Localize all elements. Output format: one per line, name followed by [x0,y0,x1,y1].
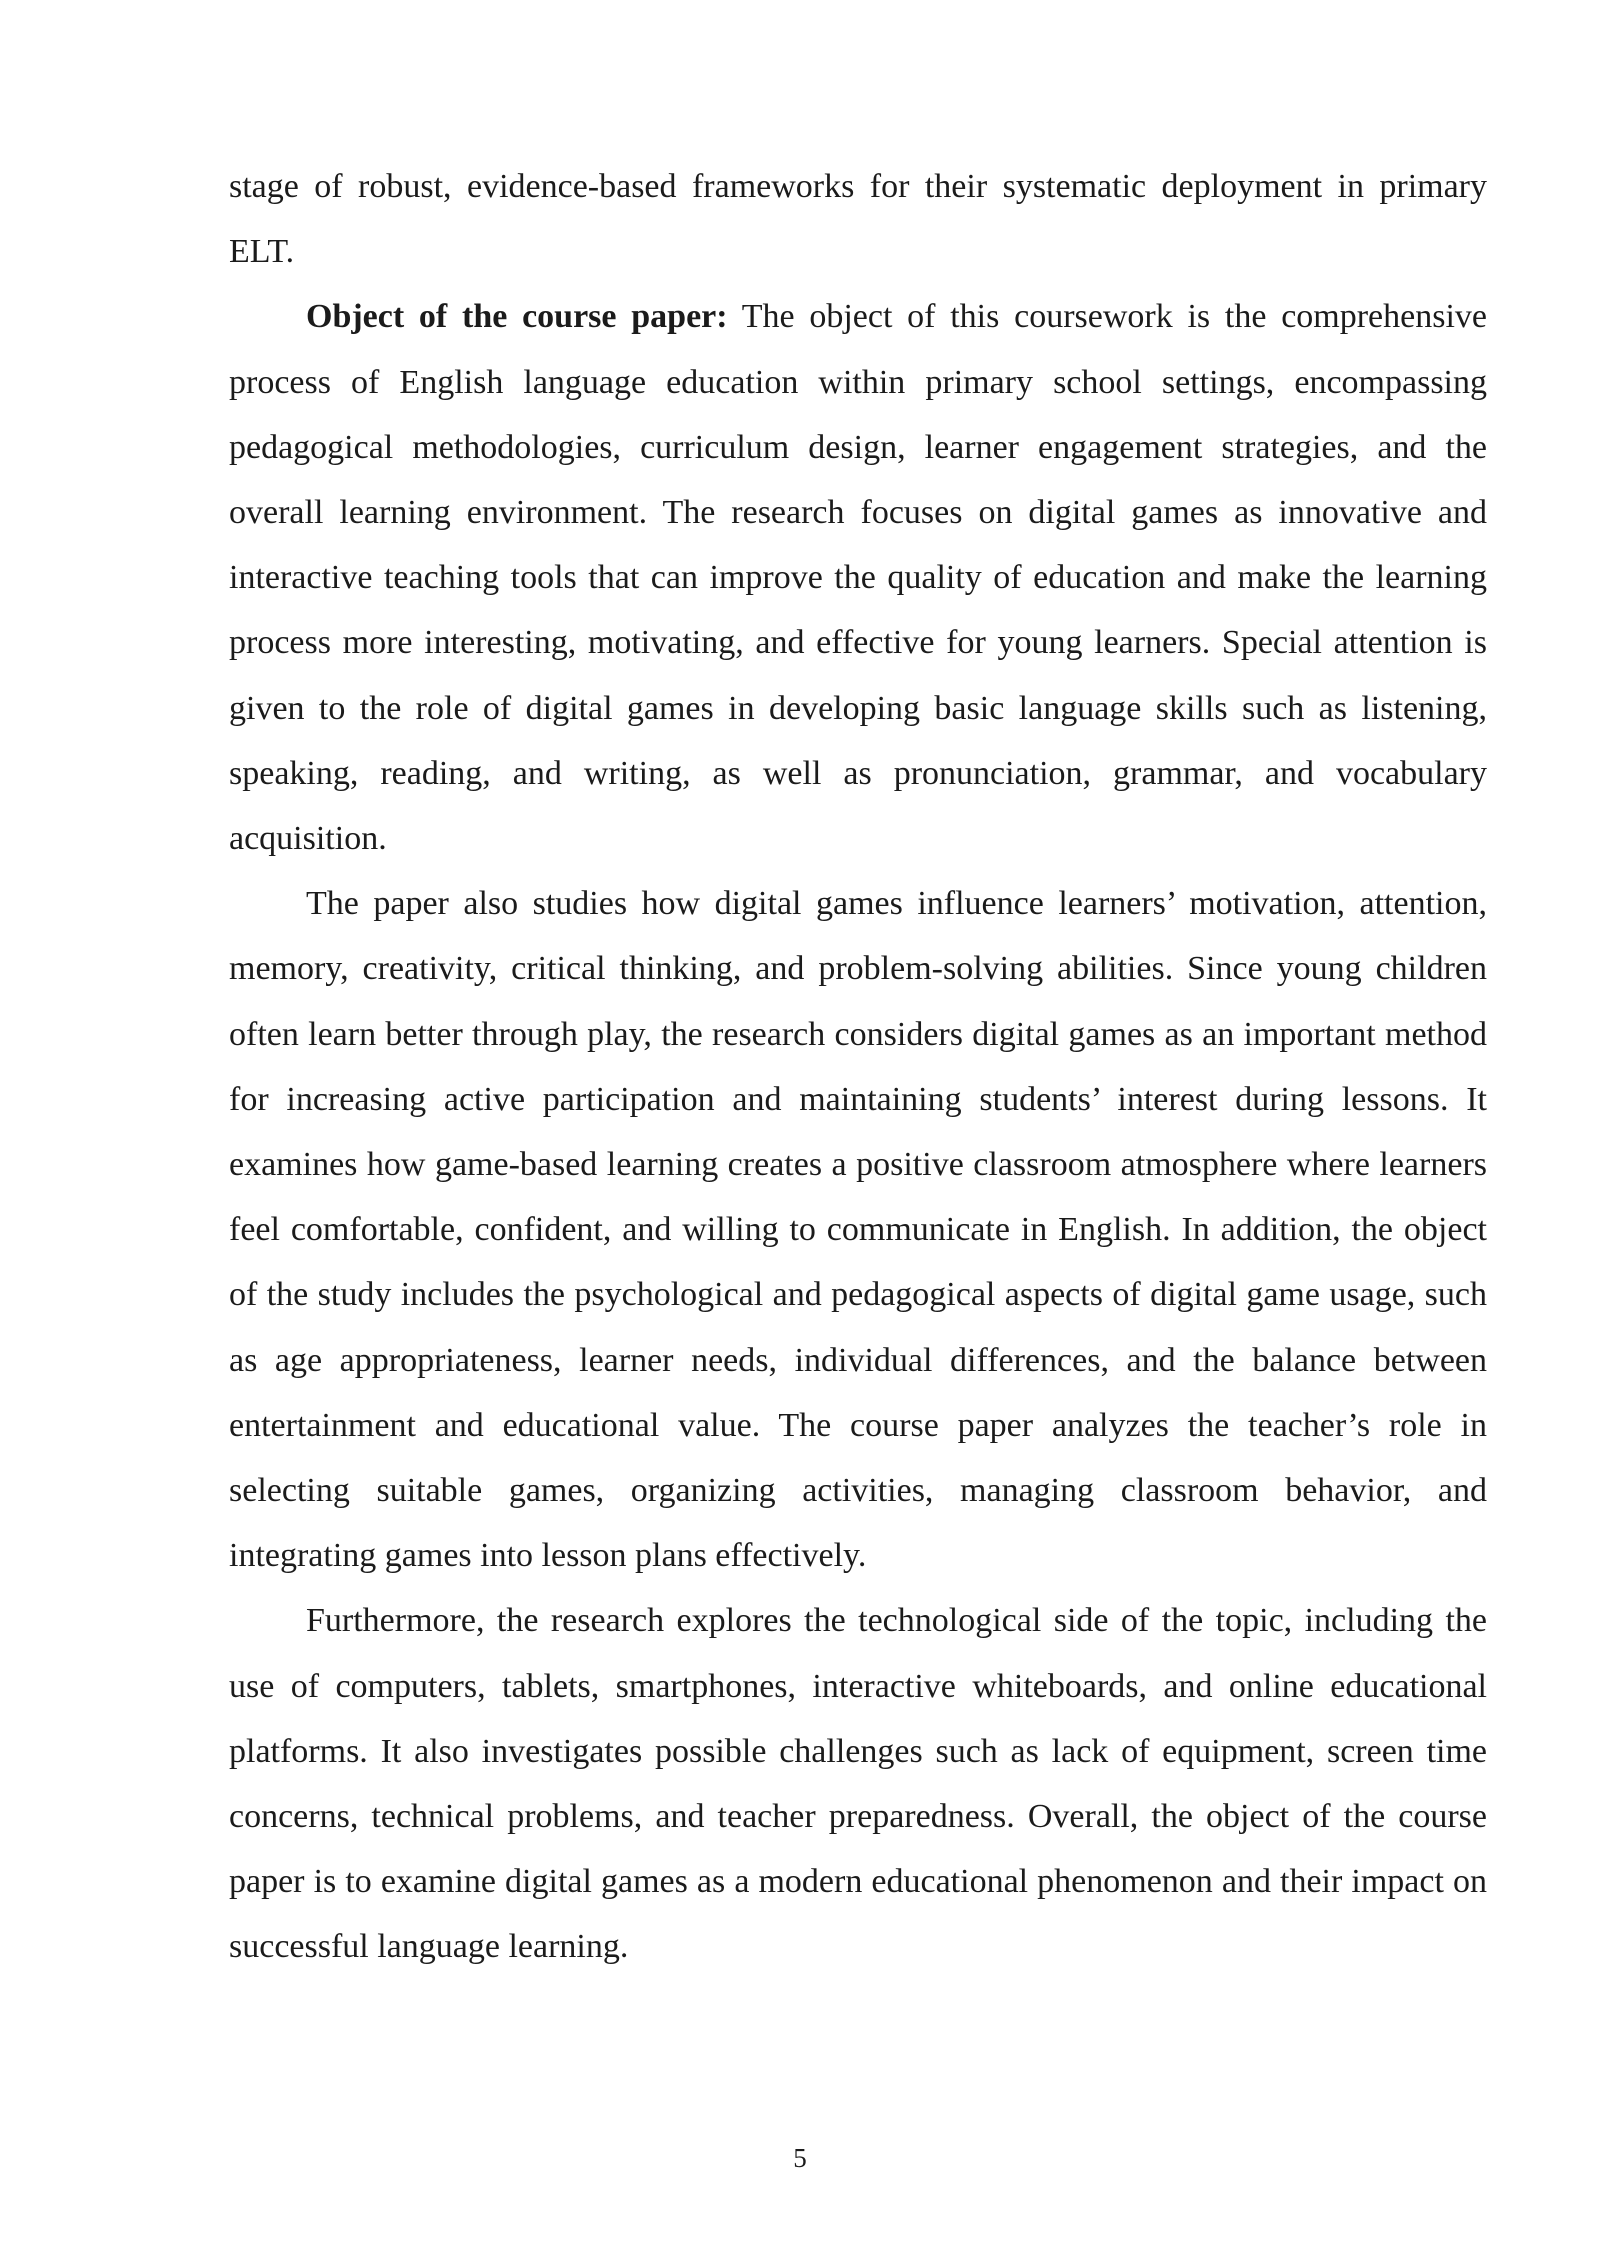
paragraph-technology [229,1588,1487,1979]
paragraph-text: The paper also studies how digital games influence learners’ motivation, attention, memory, creativity, critical thinking, and problem-solving abilities. Since young children often learn better through play, the research considers digital games as an important method for increasing active participation and maintaining students’ interest during lessons. It examines how game-based learning creates a positive classroom atmosphere where learners feel comfortable, confident, and willing to communicate in English. In addition, the object of the study includes the psychological and pedagogical aspects of digital game usage, such as age appropriateness, learner needs, individual differences, and the balance between entertainment and educational value. The course paper analyzes the teacher’s role in selecting suitable games, organizing activities, managing classroom behavior, and integrating games into lesson plans effectively. [229,885,1487,1575]
paragraph-text: The object of this coursework is the comprehensive process of English language education within primary school settings, encompassing pedagogical methodologies, curriculum design, learner engagement strategies, and the overall learning environment. The research focuses on digital games as innovative and interactive teaching tools that can improve the quality of education and make the learning process more interesting, motivating, and effective for young learners. Special attention is given to the role of digital games in developing basic language skills such as listening, speaking, reading, and writing, as well as pronunciation, grammar, and vocabulary acquisition. [229,298,1488,858]
paragraph-motivation [229,871,1487,1588]
paragraph-text: Furthermore, the research explores the technological side of the topic, including the use of computers, tablets, smartphones, interactive whiteboards, and online educational platforms. It also investigates possible challenges such as lack of equipment, screen time concerns, technical problems, and teacher preparedness. Overall, the object of the course paper is to examine digital games as a modern educational phenomenon and their impact on successful language learning. [229,1602,1487,1966]
body-text [229,154,1487,1980]
paragraph-continuation [229,154,1487,284]
page-number: 5 [793,2143,807,2173]
paragraph-object-of-course-paper [229,284,1487,871]
paragraph-text: stage of robust, evidence-based frameworks for their systematic deployment in primary ELT. [229,168,1487,271]
paragraph-heading: Object of the course paper: [306,298,728,336]
